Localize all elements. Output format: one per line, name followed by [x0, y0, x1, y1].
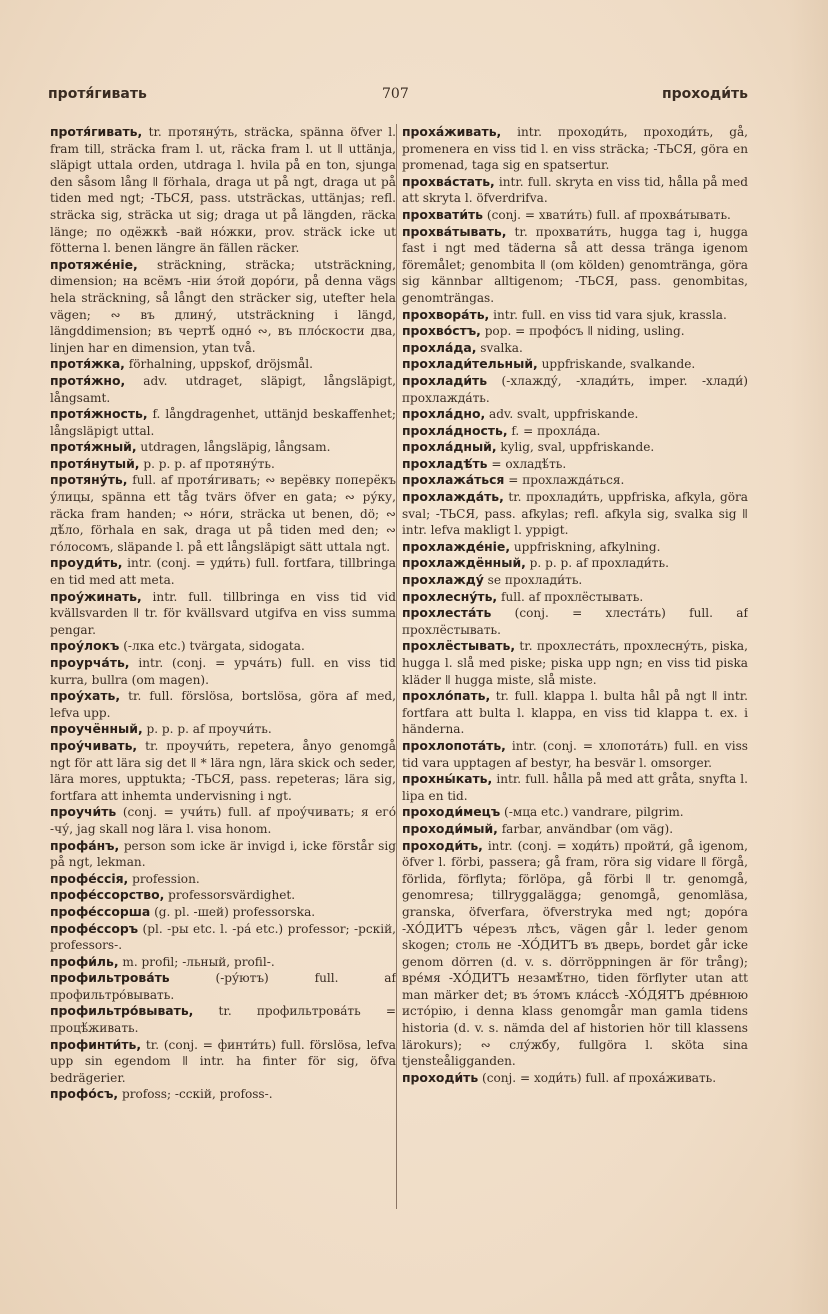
headword: протя́жный, [50, 439, 137, 455]
headword: профе́ссія, [50, 870, 129, 886]
definition: (conj. = ходи́ть) full. af прохáживать. [478, 1070, 717, 1085]
definition: (conj. = хлеста́ть) full. af прохлёстывать. [402, 606, 748, 637]
definition: uppfriskande, svalkande. [537, 357, 696, 372]
dictionary-entry [402, 821, 748, 838]
definition: p. p. p. af проучи́ть. [142, 722, 272, 737]
definition: (conj. = учи́ть) full. af проу́чивать; я его́ -чу́, jag skall nog lära l. visa honom. [50, 805, 396, 836]
dictionary-entry [50, 721, 396, 738]
headword: протя́жка, [50, 356, 125, 372]
dictionary-entry [50, 257, 396, 357]
definition: profoss; -сскій, profoss-. [118, 1087, 273, 1102]
definition: tr. full. förslösa, bortslösa, göra af med, lefva upp. [50, 689, 396, 720]
dictionary-entry [50, 887, 396, 904]
headword: проуди́ть, [50, 555, 123, 571]
headword: проу́жинать, [50, 588, 142, 604]
definition: intr. проходи́ть, проходи́ть, gå, promenera en viss tid l. en viss sträcka; -ТЬСЯ, göra en promenad, taga sig en spatsertur. [402, 125, 748, 173]
definition: m. profil; -льный, profil-. [118, 954, 275, 969]
dictionary-entry [50, 589, 396, 639]
definition: pop. = профо́съ ǁ niding, usling. [480, 324, 685, 339]
guide-word-left: протя́гивать [48, 86, 147, 102]
headword: прохла́дный, [402, 439, 497, 455]
definition: professorsvärdighet. [164, 888, 296, 903]
definition: (-хлажду́, -хлади́ть, imper. -хлади́) прохлажда́ть. [402, 373, 748, 405]
dictionary-entry [50, 904, 396, 921]
dictionary-entry [402, 340, 748, 357]
headword: прохва́стать, [402, 173, 495, 189]
definition: intr. full. en viss tid vara sjuk, krassla. [489, 307, 727, 322]
dictionary-entry [402, 356, 748, 373]
definition: tr. прохлеста́ть, прохлесну́ть, piska, hugga l. slå med piske; piska upp ngn; en viss tid piska kläder ǁ hugga miste, slå miste. [402, 639, 748, 687]
definition: kylig, sval, uppfriskande. [496, 440, 655, 455]
dictionary-entry [50, 921, 396, 954]
headword: прохвати́ть [402, 206, 484, 222]
headword: протяну́ть, [50, 472, 128, 488]
dictionary-entry [402, 572, 748, 589]
dictionary-entry [50, 804, 396, 837]
definition: tr. (conj. = финти́ть) full. förslösa, lefva upp sin egendom ǁ intr. ha finter för sig, öfva bedrägerier. [50, 1037, 396, 1085]
dictionary-entry [50, 356, 396, 373]
column-divider [396, 124, 397, 1209]
definition: profession. [128, 871, 200, 886]
definition: utdragen, långsläpig, långsam. [136, 440, 331, 455]
definition: adv. utdraget, släpigt, långsläpigt, långsamt. [50, 373, 396, 405]
headword: профинти́ть, [50, 1036, 142, 1052]
dictionary-entry [402, 489, 748, 539]
headword: прохлажде́ніе, [402, 538, 511, 554]
dictionary-entry [402, 323, 748, 340]
dictionary-entry [50, 871, 396, 888]
dictionary-entry [50, 970, 396, 1003]
definition: p. p. p. af протяну́ть. [139, 456, 275, 471]
dictionary-entry [50, 456, 396, 473]
headword: прохладѣ́ть [402, 455, 488, 471]
definition: intr. (conj. = ходи́ть) пройти́, gå igenom, öfver l. förbi, passera; gå fram, röra sig vidare ǁ förgå, förlida, förflyta; förlöpa, gå förbi ǁ tr. genomgå, genomresa; tillryggalägga; genomgå, genomläsa, granska, öfverfara, öfverstryka med ngt; доро́га -ХО́ДИТЪ че́резъ лѣсъ, vägen går l. leder genom skogen; столь не -ХО́ДИТЪ въ дверь, bordet går icke genom dörren (d. v. s. dörröppningen är för trång); вре́мя -ХО́ДИТЪ незамѣ́тно, tiden förflyter utan att man märker det; въ э́томъ кла́ссѣ -ХО́ДЯТЪ дре́внюю исто́рію, i denna klass genomgår man gamla tidens historia (d. v. s. nämda del af historien hör till klassens lärokurs); ∾ слу́жбу, fullgöra l. sköta sina tjensteåligganden. [402, 838, 748, 1069]
headword: проурча́ть, [50, 655, 130, 670]
definition: tr. прохвати́ть, hugga tag i, hugga fast i ngt med täderna så att dessa tränga igenom föremålet; genombita ǁ (om kölden) genomtränga, göra sig kännbar alltigenom; -ТЬСЯ, pass. genombitas, genomträngas. [402, 224, 748, 305]
dictionary-entry [402, 539, 748, 556]
definition: = охладѣ́ть. [487, 456, 567, 471]
headword: профа́нъ, [50, 837, 120, 853]
running-head [48, 86, 748, 110]
definition: tr. full. klappa l. bulta hål på ngt ǁ intr. fortfara att bulta l. klappa, en viss tid klappa t. ex. i händerna. [402, 689, 748, 737]
dictionary-entry [402, 439, 748, 456]
definition: (conj. = хвати́ть) full. af прохва́тывать. [483, 207, 731, 222]
headword: протя́жно, [50, 372, 126, 388]
headword: прохлеста́ть [402, 605, 492, 621]
headword: прохлопота́ть, [402, 737, 506, 753]
dictionary-entry [50, 954, 396, 971]
headword: прохвора́ть, [402, 306, 490, 322]
headword: протяже́ніе, [50, 256, 138, 272]
guide-word-right: проходи́ть [661, 86, 748, 102]
dictionary-entry [402, 804, 748, 821]
definition: (-лка etc.) tvärgata, sidogata. [119, 639, 305, 654]
dictionary-entry [402, 472, 748, 489]
headword: прохáживать, [402, 124, 502, 139]
headword: прохво́стъ, [402, 323, 481, 339]
dictionary-entry [50, 655, 396, 688]
headword: прохлаждённый, [402, 555, 526, 571]
headword: прохла́да, [402, 339, 477, 355]
headword: прохлажа́ться [402, 472, 505, 488]
definition: sträckning, sträcka; utsträckning, dimension; на всёмъ -ніи э́той доро́ги, på denna vägs hela sträckning, så långt den sträcker sig, utefter hela vägen; ∾ въ длину́, utsträckning i längd, längddimension; въ чертѣ́ одно́ ∾, въ пло́скости два, linjen har en dimension, ytan två. [50, 257, 396, 355]
dictionary-entry [402, 771, 748, 804]
dictionary-entry [402, 373, 748, 406]
definition: (g. pl. -шей) professorska. [150, 904, 316, 919]
dictionary-entry [402, 605, 748, 638]
definition: adv. svalt, uppfriskande. [485, 407, 639, 422]
definition: f. långdragenhet, uttänjd beskaffenhet; långsläpigt uttal. [50, 407, 396, 438]
dictionary-entry [402, 124, 748, 174]
headword: проходи́мый, [402, 820, 498, 836]
dictionary-entry [50, 638, 396, 655]
headword: проходи́мецъ [402, 804, 501, 820]
headword: прохлажду́ [402, 572, 484, 588]
dictionary-entry [50, 124, 396, 257]
definition: tr. проучи́ть, repetera, ånyo genomgå ngt för att lära sig det ǁ * lära ngn, lära skick och seder, lära mores, upptukta; -ТЬСЯ, pass. repeteras; lära sig, fortfara att inhemta undervisning i ngt. [50, 738, 396, 803]
dictionary-entry [50, 406, 396, 439]
dictionary-entry [50, 555, 396, 588]
definition: se прохлади́ть. [483, 573, 583, 588]
definition: intr. (conj. = урча́ть) full. en viss tid kurra, bullra (om magen). [50, 656, 396, 687]
headword: проходи́ть, [402, 837, 483, 853]
headword: проучённый, [50, 721, 143, 737]
page-number: 707 [382, 86, 409, 102]
definition: intr. (conj. = уди́ть) full. fortfara, tillbringa en tid med att meta. [50, 556, 396, 588]
dictionary-entry [402, 1070, 748, 1087]
dictionary-entry [50, 373, 396, 406]
headword: прохла́дно, [402, 406, 486, 422]
headword: профо́съ, [50, 1086, 119, 1102]
headword: профи́ль, [50, 953, 119, 969]
definition: full. af прохлёстывать. [497, 589, 644, 604]
definition: (-мца etc.) vandrare, pilgrim. [500, 805, 684, 820]
definition: p. p. p. af прохлади́ть. [525, 556, 669, 571]
definition: (pl. -ры etc. l. -ра́ etc.) professor; -рскій, professors-. [50, 921, 396, 953]
headword: прохва́тывать, [402, 223, 507, 239]
headword: прохло́пать, [402, 688, 491, 704]
page-edge-shading [788, 0, 828, 1314]
dictionary-entry [50, 688, 396, 721]
definition: intr. (conj. = хлопота́ть) full. en viss tid vara upptagen af bestyr, ha besvär l. omsorger. [402, 738, 748, 770]
right-column [402, 124, 748, 1224]
dictionary-entry [402, 838, 748, 1070]
headword: прохлёстывать, [402, 638, 516, 654]
dictionary-entry [50, 838, 396, 871]
headword: протя́жность, [50, 406, 148, 422]
headword: прохла́дность, [402, 422, 508, 438]
dictionary-entry [50, 1086, 396, 1103]
dictionary-entry [50, 738, 396, 804]
dictionary-entry [402, 738, 748, 771]
dictionary-entry [402, 224, 748, 307]
dictionary-entry [402, 307, 748, 324]
headword: профильтро́вывать, [50, 1003, 194, 1019]
headword: протя́нутый, [50, 455, 140, 471]
definition: f. = прохла́да. [507, 423, 601, 438]
definition: uppfriskning, afkylning. [510, 539, 661, 554]
definition: full. af протя́гивать; ∾ верёвку поперёкъ у́лицы, spänna ett tåg tvärs öfver en gata; ∾ ру́ку, räcka fram handen; ∾ но́ги, sträcka ut benen, dö; ∾ дѣ́ло, förhala en sak, draga ut på tiden med den; ∾ го́лосомъ, släpande l. på ett långsläpigt sätt uttala ngt. [50, 473, 396, 554]
headword: проходи́ть [402, 1069, 479, 1085]
definition: svalka. [476, 340, 523, 355]
headword: проу́чивать, [50, 737, 138, 753]
headword: профе́ссорша [50, 903, 151, 919]
definition: = прохлажда́ться. [504, 473, 625, 488]
dictionary-entry [50, 1003, 396, 1036]
headword: профильтрова́ть [50, 970, 170, 986]
headword: прохлади́ть [402, 372, 488, 388]
definition: intr. full. skryta en viss tid, hålla på med att skryta l. öfverdrifva. [402, 174, 748, 206]
dictionary-entry [402, 207, 748, 224]
definition: person som icke är invigd i, icke förstår sig på ngt, lekman. [50, 838, 396, 870]
dictionary-entry [50, 1037, 396, 1087]
dictionary-entry [402, 638, 748, 688]
dictionary-entry [402, 589, 748, 606]
headword: проучи́ть [50, 804, 117, 820]
headword: проу́хать, [50, 688, 121, 704]
dictionary-entry [50, 439, 396, 456]
dictionary-entry [402, 688, 748, 738]
definition: intr. full. tillbringa en viss tid vid kvällsvarden ǁ tr. för kvällsvard utgifva en viss summa pengar. [50, 589, 396, 637]
dictionary-entry [402, 406, 748, 423]
dictionary-entry [402, 555, 748, 572]
headword: профе́ссорство, [50, 887, 165, 903]
headword: прохны́кать, [402, 771, 493, 787]
headword: профе́ссоръ [50, 920, 139, 936]
left-column [50, 124, 396, 1224]
definition: tr. прохлади́ть, uppfriska, afkyla, göra sval; -ТЬСЯ, pass. afkylas; refl. afkyla sig, svalka sig ǁ intr. lefva makligt l. yppigt. [402, 490, 748, 538]
definition: tr. профильтрова́ть = процѣ́живать. [50, 1004, 396, 1036]
dictionary-entry [402, 423, 748, 440]
definition: farbar, användbar (om väg). [497, 821, 674, 836]
headword: прохлажда́ть, [402, 489, 504, 505]
dictionary-entry [402, 174, 748, 207]
headword: прохлади́тельный, [402, 356, 538, 372]
dictionary-entry [50, 472, 396, 555]
headword: протя́гивать, [50, 124, 143, 139]
definition: (-ру́ютъ) full. af профильтро́вывать. [50, 971, 396, 1002]
headword: проу́локъ [50, 638, 120, 654]
definition: intr. full. hålla på med att gråta, snyfta l. lipa en tid. [402, 772, 748, 803]
definition: tr. протяну́ть, sträcka, spänna öfver l. fram till, sträcka fram l. ut, räcka fram l. ut ǁ uttänja, släpigt uttala orden, utdraga l. hvila på en ton, sjunga den såsom lång ǁ förhala, draga ut på ngt, draga ut på tiden med ngt; -ТЬСЯ, pass. utsträckas, uttänjas; refl. sträcka sig, sträcka ut sig; draga ut på längden, räcka länge; по одёжкѣ -вай но́жки, prov. sträck icke ut fötterna l. benen längre än fällen räcker. [50, 125, 396, 256]
headword: прохлесну́ть, [402, 588, 498, 604]
definition: förhalning, uppskof, dröjsmål. [124, 357, 313, 372]
dictionary-entry [402, 456, 748, 473]
